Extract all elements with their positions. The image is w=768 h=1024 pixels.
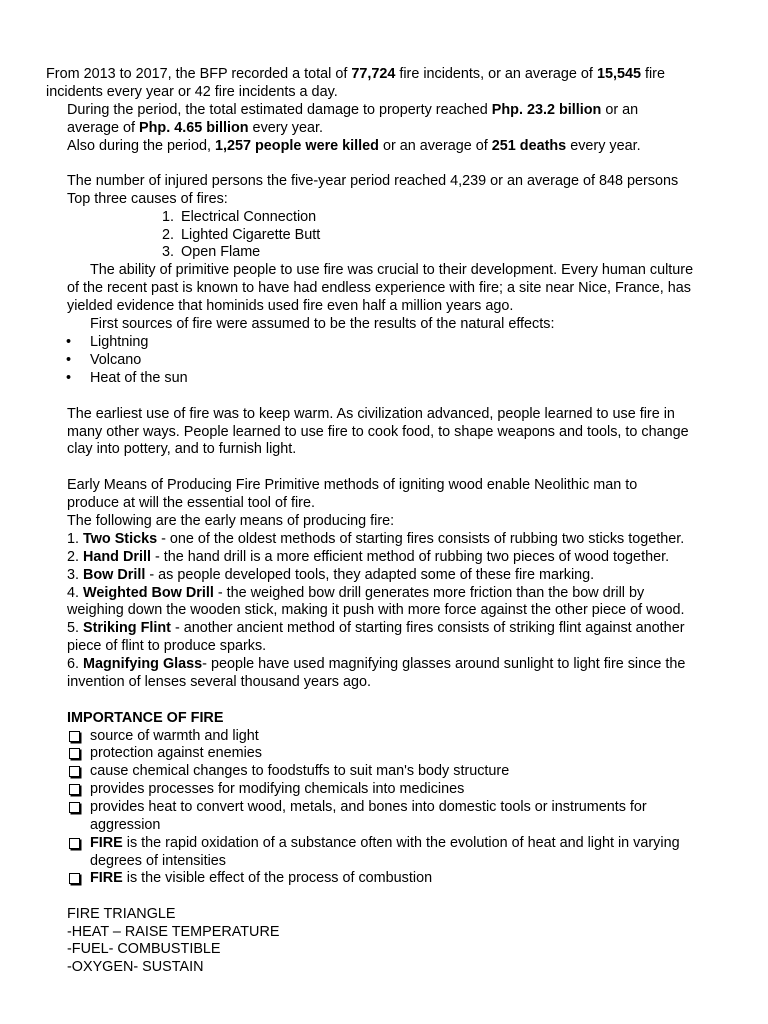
triangle-item: -FUEL- COMBUSTIBLE bbox=[67, 941, 221, 957]
list-item-continued: piece of flint to produce sparks. bbox=[67, 638, 267, 654]
deaths-line bbox=[67, 138, 641, 156]
stats-line-2: incidents every year or 42 fire incidents a day. bbox=[46, 84, 338, 100]
total-damage: Php. 23.2 billion bbox=[491, 102, 602, 118]
list-item-continued: invention of lenses several thousand years ago. bbox=[67, 674, 371, 690]
list-item bbox=[67, 549, 669, 567]
earliest-line-1: The earliest use of fire was to keep warm. As civilization advanced, people learned to use fire in bbox=[67, 406, 675, 422]
importance-text: provides processes for modifying chemicals into medicines bbox=[90, 781, 465, 797]
cause-text: Open Flame bbox=[181, 244, 261, 260]
list-item-continued: weighing down the wooden stick, making it push with more force against the other piece of wood. bbox=[67, 602, 685, 618]
history-line-1: The ability of primitive people to use fire was crucial to their development. Every human culture bbox=[90, 262, 694, 278]
checkbox-icon bbox=[69, 784, 80, 795]
list-item bbox=[67, 567, 594, 585]
method-name: Weighted Bow Drill bbox=[83, 585, 214, 601]
average-deaths: 251 deaths bbox=[491, 138, 567, 154]
importance-text: cause chemical changes to foodstuffs to suit man's body structure bbox=[90, 763, 510, 779]
means-intro-2: produce at will the essential tool of fire. bbox=[67, 495, 315, 511]
damage-line-1 bbox=[67, 102, 638, 120]
cause-text: Electrical Connection bbox=[181, 209, 317, 225]
list-number: 1. bbox=[161, 209, 174, 225]
triangle-item: -OXYGEN- SUSTAIN bbox=[67, 959, 204, 975]
stats-line-1 bbox=[46, 66, 665, 84]
source-text: Lightning bbox=[90, 334, 149, 350]
list-number: 5. bbox=[67, 620, 83, 636]
list-number: 6. bbox=[67, 656, 83, 672]
source-text: Volcano bbox=[90, 352, 142, 368]
earliest-line-2: many other ways. People learned to use fire to cook food, to shape weapons and tools, to change bbox=[67, 424, 689, 440]
list-number: 2. bbox=[67, 549, 83, 565]
text: fire bbox=[640, 66, 665, 82]
method-desc: - one of the oldest methods of starting fires consists of rubbing two sticks together. bbox=[157, 531, 685, 547]
checkbox-icon bbox=[69, 838, 80, 849]
text: every year. bbox=[566, 138, 641, 154]
method-name: Magnifying Glass bbox=[83, 656, 203, 672]
damage-line-2 bbox=[67, 120, 323, 138]
list-number: 3. bbox=[67, 567, 83, 583]
method-desc: - people have used magnifying glasses around sunlight to light fire since the bbox=[202, 656, 686, 672]
fire-definition bbox=[90, 870, 432, 888]
list-number: 2. bbox=[161, 227, 174, 243]
method-desc: - the hand drill is a more efficient method of rubbing two pieces of wood together. bbox=[150, 549, 670, 565]
importance-title: IMPORTANCE OF FIRE bbox=[67, 710, 224, 726]
sources-title: First sources of fire were assumed to be the results of the natural effects: bbox=[90, 316, 555, 332]
list-number: 1. bbox=[67, 531, 83, 547]
method-name: Striking Flint bbox=[83, 620, 171, 636]
injured-line: The number of injured persons the five-year period reached 4,239 or an average of 848 persons bbox=[67, 173, 679, 189]
people-killed: 1,257 people were killed bbox=[215, 138, 379, 154]
list-item-continued: aggression bbox=[90, 817, 161, 833]
checkbox-icon bbox=[69, 731, 80, 742]
method-desc: - the weighed bow drill generates more friction than the bow drill by bbox=[213, 585, 645, 601]
text: During the period, the total estimated damage to property reached bbox=[67, 102, 492, 118]
importance-text: source of warmth and light bbox=[90, 728, 259, 744]
fire-definition-text: is the rapid oxidation of a substance often with the evolution of heat and light in varying bbox=[122, 835, 680, 851]
checkbox-icon bbox=[69, 802, 80, 813]
means-intro-1: Early Means of Producing Fire Primitive methods of igniting wood enable Neolithic man to bbox=[67, 477, 638, 493]
list-item bbox=[67, 585, 644, 603]
checkbox-icon bbox=[69, 748, 80, 759]
triangle-item: -HEAT – RAISE TEMPERATURE bbox=[67, 924, 280, 940]
fire-definition-text: is the visible effect of the process of combustion bbox=[122, 870, 433, 886]
list-item-continued: degrees of intensities bbox=[90, 853, 226, 869]
importance-text: provides heat to convert wood, metals, and bones into domestic tools or instruments for bbox=[90, 799, 647, 815]
text: or an average of bbox=[378, 138, 492, 154]
text: every year. bbox=[248, 120, 323, 136]
fire-definition bbox=[90, 835, 680, 853]
means-intro-3: The following are the early means of producing fire: bbox=[67, 513, 395, 529]
cause-text: Lighted Cigarette Butt bbox=[181, 227, 321, 243]
method-name: Two Sticks bbox=[83, 531, 158, 547]
text: fire incidents, or an average of bbox=[395, 66, 597, 82]
list-item bbox=[67, 531, 684, 549]
method-desc: - another ancient method of starting fires consists of striking flint against another bbox=[170, 620, 685, 636]
method-name: Hand Drill bbox=[83, 549, 151, 565]
text: Also during the period, bbox=[67, 138, 215, 154]
list-item bbox=[67, 620, 684, 638]
text: From 2013 to 2017, the BFP recorded a total of bbox=[46, 66, 352, 82]
bullet-icon: • bbox=[66, 352, 72, 368]
triangle-title: FIRE TRIANGLE bbox=[67, 906, 176, 922]
method-desc: - as people developed tools, they adapted some of these fire marking. bbox=[145, 567, 595, 583]
importance-text: protection against enemies bbox=[90, 745, 262, 761]
source-text: Heat of the sun bbox=[90, 370, 188, 386]
average-damage: Php. 4.65 billion bbox=[139, 120, 249, 136]
list-number: 4. bbox=[67, 585, 83, 601]
fire-term: FIRE bbox=[90, 870, 123, 886]
total-incidents: 77,724 bbox=[351, 66, 396, 82]
earliest-line-3: clay into pottery, and to furnish light. bbox=[67, 441, 297, 457]
text: or an bbox=[601, 102, 639, 118]
checkbox-icon bbox=[69, 766, 80, 777]
average-incidents: 15,545 bbox=[596, 66, 641, 82]
checkbox-icon bbox=[69, 873, 80, 884]
bullet-icon: • bbox=[66, 370, 72, 386]
bullet-icon: • bbox=[66, 334, 72, 350]
list-item bbox=[67, 656, 685, 674]
causes-title: Top three causes of fires: bbox=[67, 191, 228, 207]
history-line-2: of the recent past is known to have had endless experience with fire; a site near Nice, France, has bbox=[67, 280, 691, 296]
text: average of bbox=[67, 120, 140, 136]
fire-term: FIRE bbox=[90, 835, 123, 851]
list-number: 3. bbox=[161, 244, 174, 260]
method-name: Bow Drill bbox=[83, 567, 146, 583]
history-line-3: yielded evidence that hominids used fire even half a million years ago. bbox=[67, 298, 514, 314]
